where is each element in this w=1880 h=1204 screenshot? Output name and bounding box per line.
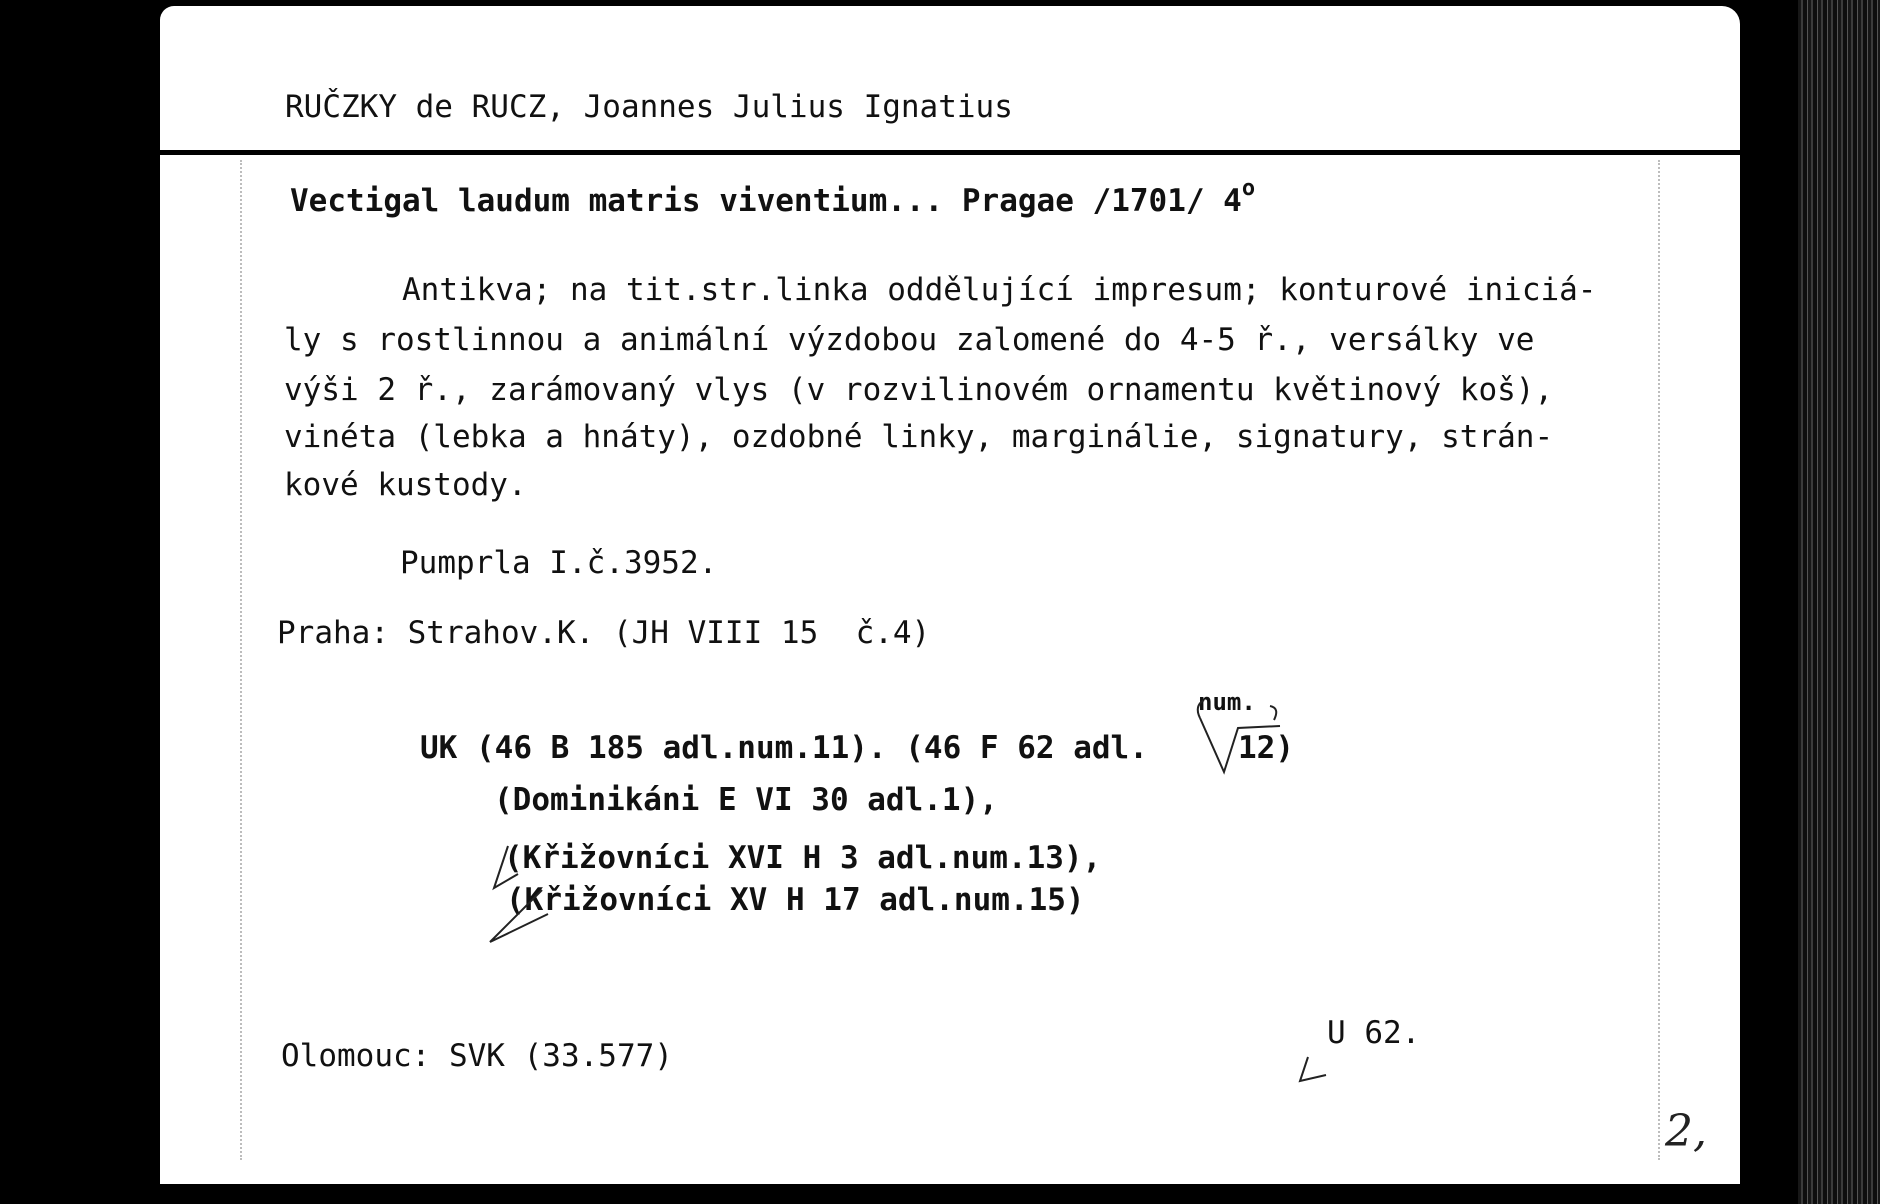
holding-uk: UK (46 B 185 adl.num.11). (46 F 62 adl. <box>420 730 1148 766</box>
title-text: Vectigal laudum matris viventium... Pragae /1701/ 4 <box>290 183 1242 219</box>
heading-rule <box>160 150 1740 155</box>
holding-uk: (Dominikáni E VI 30 adl.1), <box>494 782 998 818</box>
left-margin-line <box>240 160 242 1160</box>
author-heading: RUČZKY de RUCZ, Joannes Julius Ignatius <box>285 89 1013 125</box>
description-line: kové kustody. <box>284 467 527 503</box>
description-line: ly s rostlinnou a animální výzdobou zalomené do 4-5 ř., versálky ve <box>284 322 1535 358</box>
holding-olomouc: Olomouc: SVK (33.577) <box>281 1038 673 1074</box>
check-mark <box>488 838 558 948</box>
insertion-mark <box>1190 688 1290 778</box>
check-mark <box>1296 1055 1336 1085</box>
holding-uk: (Křižovníci XVI H 3 adl.num.13), <box>504 840 1102 876</box>
holding-praha: Praha: Strahov.K. (JH VIII 15 č.4) <box>277 615 931 651</box>
right-margin-line <box>1658 160 1660 1160</box>
handwritten-note: 2, <box>1665 1106 1707 1157</box>
scan-edge <box>1798 0 1880 1204</box>
bibliographic-reference: Pumprla I.č.3952. <box>400 545 718 581</box>
description-line: výši 2 ř., zarámovaný vlys (v rozvilinovém ornamentu květinový koš), <box>284 372 1554 408</box>
holding-uk-insert-above: num. <box>1198 688 1256 716</box>
format-superscript: o <box>1241 176 1256 201</box>
description-line: Antikva; na tit.str.linka oddělující impresum; konturové iniciá- <box>402 272 1597 308</box>
holding-uk-insert-value: 12) <box>1238 730 1294 766</box>
holding-uk: (Křižovníci XV H 17 adl.num.15) <box>506 882 1085 918</box>
description-line: vinéta (lebka a hnáty), ozdobné linky, marginálie, signatury, strán- <box>284 419 1554 455</box>
shelfmark: U 62. <box>1327 1015 1421 1051</box>
title-line <box>290 176 1256 219</box>
